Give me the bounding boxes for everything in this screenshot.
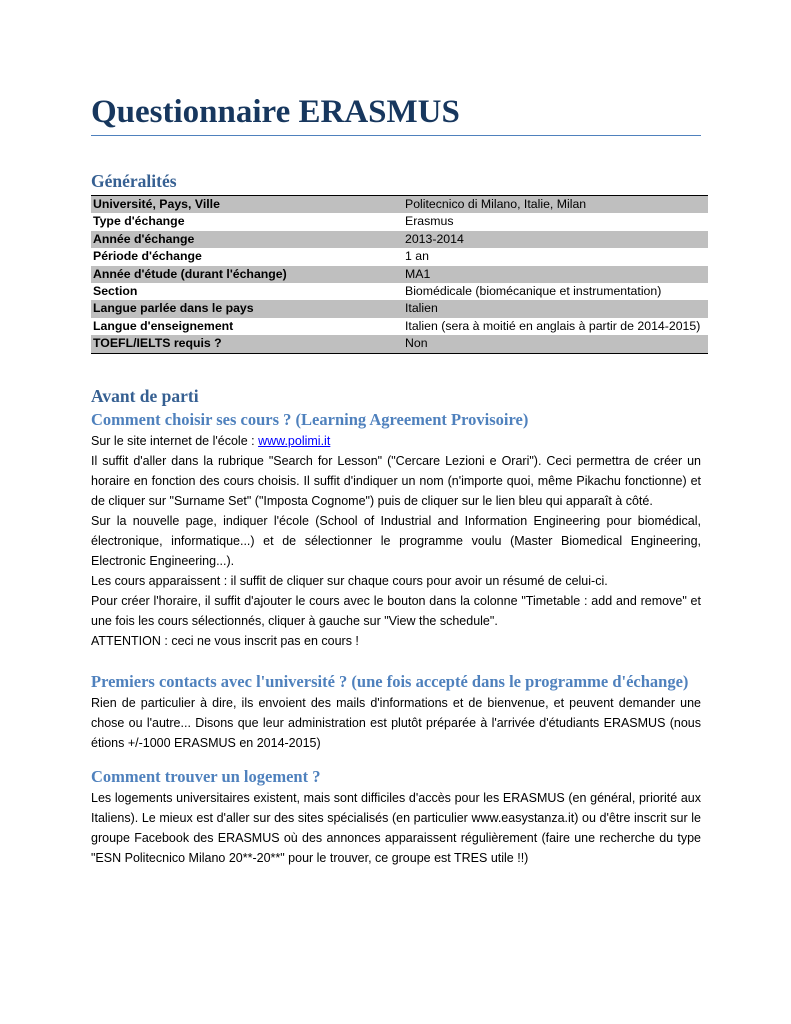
table-row — [91, 248, 708, 265]
polimi-link[interactable]: www.polimi.it — [258, 433, 331, 448]
row-label: Période d'échange — [93, 249, 202, 264]
document-content — [91, 92, 701, 868]
site-prefix: Sur le site internet de l'école : — [91, 433, 259, 448]
row-value: Italien (sera à moitié en anglais à partir de 2014-2015) — [405, 318, 701, 333]
row-label: Université, Pays, Ville — [91, 196, 403, 214]
row-value: 1 an — [405, 249, 429, 264]
document-title: Questionnaire ERASMUS — [91, 92, 701, 136]
table-row — [91, 283, 708, 300]
table-row — [91, 196, 708, 214]
row-value: Politecnico di Milano, Italie, Milan — [403, 196, 708, 214]
subheading-logement: Comment trouver un logement ? — [91, 766, 321, 786]
row-label: Année d'étude (durant l'échange) — [91, 266, 403, 283]
section-heading-avant-de-parti: Avant de parti — [91, 385, 199, 406]
subheading-premiers-contacts: Premiers contacts avec l'université ? (une fois accepté dans le programme d'échange) — [91, 671, 689, 691]
row-value: MA1 — [403, 266, 708, 283]
paragraph: Sur la nouvelle page, indiquer l'école (School of Industrial and Information Engineering pour biomédical, électronique, informatique...) et de sélectionner le programme voulu (Master Biomedical Engineering, Electronic Engineering...). — [91, 513, 701, 568]
row-label: Langue d'enseignement — [93, 318, 234, 333]
row-label: Langue parlée dans le pays — [91, 300, 403, 317]
row-value: 2013-2014 — [403, 231, 708, 248]
paragraph: Il suffit d'aller dans la rubrique "Search for Lesson" ("Cercare Lezioni e Orari"). Ceci permettra de créer un horaire en fonction des cours choisis. Il suffit d'indiquer un nom (n'importe quoi, même Pikachu fonctionne) et de cliquer sur "Surname Set" ("Imposta Cognome") puis de cliquer sur le lien bleu qui apparaît à côté. — [91, 453, 701, 508]
paragraph-site-ecole — [91, 431, 701, 451]
paragraph: Rien de particulier à dire, ils envoient des mails d'informations et de bienvenue, et peuvent demander une chose ou l'autre... Disons que leur administration est plutôt préparée à l'arrivée d'étudiants ERASMUS (nous étions +/-1000 ERASMUS en 2014-2015) — [91, 695, 701, 750]
table-row — [91, 231, 708, 248]
row-label: TOEFL/IELTS requis ? — [91, 335, 403, 353]
paragraph: Pour créer l'horaire, il suffit d'ajouter le cours avec le bouton dans la colonne "Timetable : add and remove" et une fois les cours sélectionnés, cliquer à gauche sur "View the schedule". — [91, 593, 701, 628]
paragraph: Les cours apparaissent : il suffit de cliquer sur chaque cours pour avoir un résumé de celui-ci. — [91, 573, 608, 588]
row-value: Erasmus — [405, 214, 454, 229]
row-label: Section — [93, 284, 138, 299]
row-value: Italien — [403, 300, 708, 317]
table-row — [91, 213, 708, 230]
generalites-table — [91, 195, 708, 354]
row-label: Type d'échange — [93, 214, 185, 229]
table-row — [91, 266, 708, 283]
table-row — [91, 300, 708, 317]
row-label: Année d'échange — [91, 231, 403, 248]
table-row — [91, 335, 708, 353]
table-row — [91, 318, 708, 335]
row-value: Biomédicale (biomécanique et instrumentation) — [405, 284, 662, 299]
paragraph-attention: ATTENTION : ceci ne vous inscrit pas en cours ! — [91, 633, 359, 648]
subheading-choisir-cours: Comment choisir ses cours ? (Learning Agreement Provisoire) — [91, 409, 529, 429]
paragraph: Les logements universitaires existent, mais sont difficiles d'accès pour les ERASMUS (en général, priorité aux Italiens). Le mieux est d'aller sur des sites spécialisés (en particulier www.easystanza.it) ou d'être inscrit sur le groupe Facebook des ERASMUS où des annonces apparaissent régulièrement (faire une recherche du type "ESN Politecnico Milano 20**-20**" pour le trouver, ce groupe est TRES utile !!) — [91, 790, 701, 865]
row-value: Non — [403, 335, 708, 353]
section-heading-generalites: Généralités — [91, 171, 177, 191]
